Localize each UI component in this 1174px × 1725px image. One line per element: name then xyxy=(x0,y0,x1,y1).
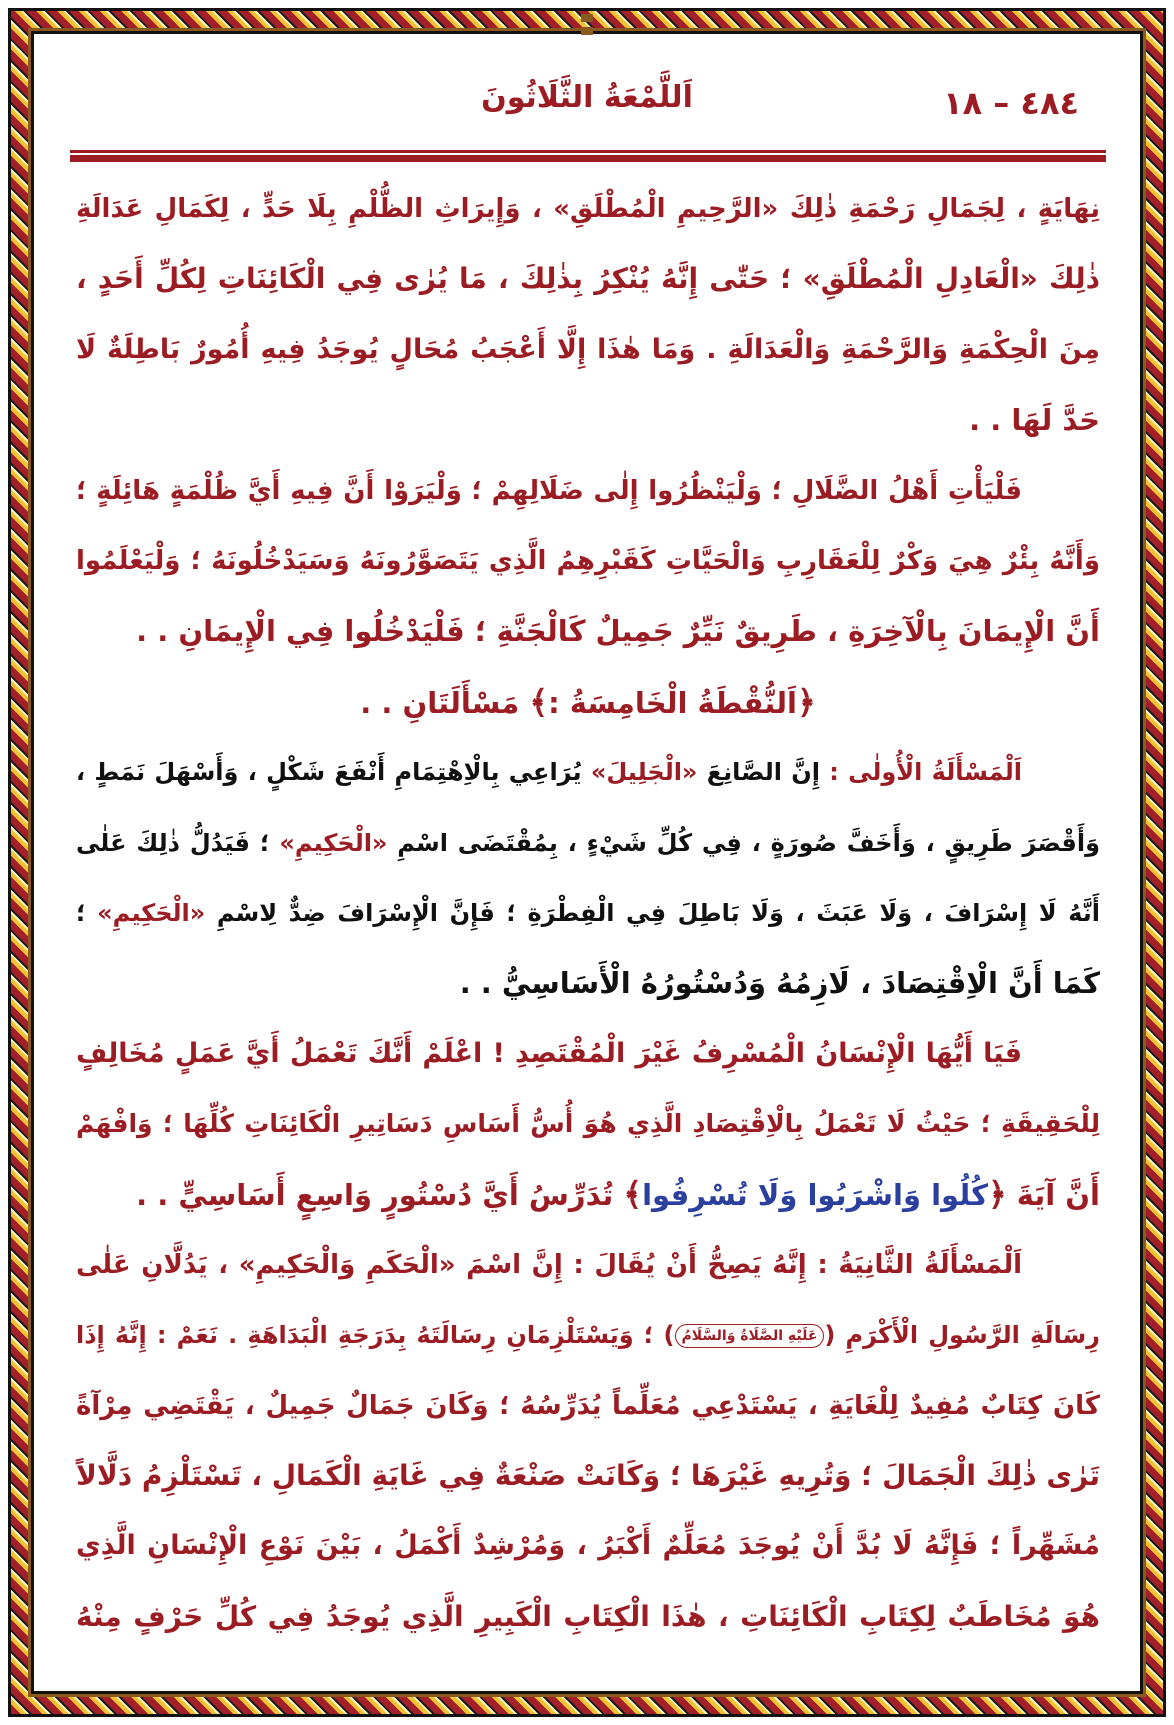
body-text xyxy=(76,174,1100,1652)
ornamental-bracket: ﴿ xyxy=(796,682,816,721)
text-line xyxy=(76,526,1100,596)
text-line xyxy=(76,385,1100,455)
text-line xyxy=(76,1019,1100,1089)
text-line xyxy=(76,1159,1100,1229)
text-segment: ؛ فَيَدُلُّ ذٰلِكَ عَلٰى xyxy=(76,828,280,857)
text-line xyxy=(76,1230,1100,1300)
text-segment: اَلْمَسْأَلَةُ الْأُولٰى : xyxy=(819,758,1022,787)
text-segment: مُشَهِّراً ؛ فَإِنَّهُ لَا بُدَّ أَنْ يُوجَدَ مُعَلِّمٌ أَكْبَرُ ، وَمُرْشِدٌ أَكْمَلُ ، بَيْنَ نَوْعِ الْإِنْسَانِ الَّذِي xyxy=(76,1530,1100,1562)
text-line xyxy=(76,1582,1100,1652)
text-segment: وَأَقْصَرَ طَرِيقٍ ، وَأَخَفَّ صُورَةٍ ، فِي كُلِّ شَيْءٍ ، بِمُقْتَضَى اسْمِ xyxy=(387,828,1100,857)
header-rule-thick xyxy=(70,155,1106,162)
text-line xyxy=(76,596,1100,666)
text-line xyxy=(76,1371,1100,1441)
border-ornament-knot xyxy=(581,14,593,22)
text-segment: ) ؛ وَيَسْتَلْزِمَانِ رِسَالَتَهُ بِدَرَجَةِ الْبَدَاهَةِ . نَعَمْ : إِنَّهُ إِذَا xyxy=(76,1321,675,1350)
text-line xyxy=(76,1511,1100,1581)
text-segment: ؛ xyxy=(76,898,98,927)
ornamental-bracket: ﴾ xyxy=(529,682,549,721)
text-segment: «الْحَكِيمِ» xyxy=(279,828,388,857)
border-ornament-knot xyxy=(581,27,593,35)
text-line xyxy=(76,456,1100,526)
text-segment: تَرٰى ذٰلِكَ الْجَمَالَ ؛ وَتُرِيهِ غَيْرَهَا ؛ وَكَانَتْ صَنْعَةٌ فِي غَايَةِ الْكَمَالِ ، تَسْتَلْزِمُ دَلَّالاً xyxy=(76,1459,1100,1493)
quran-verse: كُلُوا وَاشْرَبُوا وَلَا تُسْرِفُوا xyxy=(642,1178,988,1213)
ornamental-bracket: ﴾ xyxy=(623,1175,643,1214)
text-line xyxy=(76,174,1100,244)
text-segment: أَنَّ الْإِيمَانَ بِالْآخِرَةِ ، طَرِيقٌ نَيِّرٌ جَمِيلٌ كَالْجَنَّةِ ؛ فَلْيَدْخُلُوا فِي الْإِيمَانِ . . xyxy=(136,614,1100,649)
text-segment: وَأَنَّهُ بِئْرٌ هِيَ وَكْرٌ لِلْعَقَارِبِ وَالْحَيَّاتِ كَقَبْرِهِمُ الَّذِي يَتَصَوَّرُونَهُ وَسَيَدْخُلُونَهُ ؛ وَلْيَعْلَمُوا xyxy=(76,545,1100,576)
text-segment: رِسَالَةِ الرَّسُولِ الْأَكْرَمِ ( xyxy=(824,1321,1100,1350)
text-segment: اَلْمَسْأَلَةُ الثَّانِيَةُ : إِنَّهُ يَصِحُّ أَنْ يُقَالَ : إِنَّ اسْمَ «الْحَكَمِ وَالْحَكِيمِ» ، يَدُلَّانِ عَلٰى xyxy=(76,1249,1022,1280)
text-line xyxy=(76,1441,1100,1511)
text-segment: تُدَرِّسُ أَيَّ دُسْتُورٍ وَاسِعٍ أَسَاسِيٍّ . . xyxy=(136,1178,624,1213)
text-segment: أَنَّ آيَةَ xyxy=(1006,1178,1100,1213)
text-segment: فَلْيَأْتِ أَهْلُ الضَّلَالِ ؛ وَلْيَنْظُرُوا إِلٰى ضَلَالِهِمْ ؛ وَلْيَرَوْا أَنَّ فِيهِ أَيَّ ظُلْمَةٍ هَائِلَةٍ ؛ xyxy=(76,475,1022,506)
text-segment: مَسْأَلَتَانِ . . xyxy=(360,685,530,720)
text-line xyxy=(76,244,1100,314)
salawat-glyph: عَلَيْهِ الصَّلَاةُ وَالسَّلَامُ xyxy=(675,1324,825,1348)
text-line xyxy=(76,878,1100,948)
text-segment: نِهَايَةٍ ، لِجَمَالِ رَحْمَةِ ذٰلِكَ «الرَّحِيمِ الْمُطْلَقِ» ، وَإِيرَاثِ الظُّلْمِ بِلَا حَدٍّ ، لِكَمَالِ عَدَالَةِ xyxy=(76,194,1100,224)
text-line xyxy=(76,808,1100,878)
header-rule-thin xyxy=(70,150,1106,153)
text-line xyxy=(76,315,1100,385)
text-segment: هُوَ مُخَاطَبٌ لِكِتَابِ الْكَائِنَاتِ ، هٰذَا الْكِتَابِ الْكَبِيرِ الَّذِي يُوجَدُ فِي كُلِّ حَرْفٍ مِنْهُ xyxy=(76,1599,1100,1633)
text-line xyxy=(76,737,1100,807)
section-heading xyxy=(76,667,1100,737)
text-line xyxy=(76,1089,1100,1159)
text-segment: «الْحَكِيمِ» xyxy=(97,898,206,927)
text-line xyxy=(76,948,1100,1018)
text-segment: حَدَّ لَهَا . . xyxy=(969,403,1100,438)
text-segment: ذٰلِكَ «الْعَادِلِ الْمُطْلَقِ» ؛ حَتّٰى إِنَّهُ يُنْكِرُ بِذٰلِكَ ، مَا يُرٰى فِي الْكَائِنَاتِ لِكُلِّ أَحَدٍ ، xyxy=(76,262,1100,296)
text-segment: كَانَ كِتَابٌ مُفِيدٌ لِلْغَايَةِ ، يَسْتَدْعِي مُعَلِّماً يُدَرِّسُهُ ؛ وَكَانَ جَمَالٌ جَمِيلٌ ، يَقْتَضِي مِرْآةً xyxy=(76,1390,1100,1421)
text-segment: لِلْحَقِيقَةِ ؛ حَيْثُ لَا تَعْمَلُ بِالْاِقْتِصَادِ الَّذِي هُوَ أُسُّ أَسَاسِ دَسَاتِيرِ الْكَائِنَاتِ كُلِّهَا ؛ وَافْهَمْ xyxy=(76,1109,1100,1139)
text-segment: اَلنُّقْطَةُ الْخَامِسَةُ : xyxy=(548,685,797,720)
text-segment: مِنَ الْحِكْمَةِ وَالرَّحْمَةِ وَالْعَدَالَةِ . وَمَا هٰذَا إِلَّا أَعْجَبُ مُحَالٍ يُوجَدُ فِيهِ أُمُورٌ بَاطِلَةٌ لَا xyxy=(76,333,1100,365)
text-line xyxy=(76,1300,1100,1370)
text-segment: يُرَاعِي بِالْاِهْتِمَامِ أَنْفَعَ شَكْلٍ ، وَأَسْهَلَ نَمَطٍ ، xyxy=(76,758,591,787)
text-segment: فَيَا أَيُّهَا الْإِنْسَانُ الْمُسْرِفُ غَيْرَ الْمُقْتَصِدِ ! اعْلَمْ أَنَّكَ تَعْمَلُ أَيَّ عَمَلٍ مُخَالِفٍ xyxy=(76,1037,1022,1069)
page-title: اَللَّمْعَةُ الثَّلَاثُونَ xyxy=(481,80,693,115)
text-segment: أَنَّهُ لَا إِسْرَافَ ، وَلَا عَبَثَ ، وَلَا بَاطِلَ فِي الْفِطْرَةِ ؛ فَإِنَّ الْإِسْرَافَ ضِدٌّ لِاسْمِ xyxy=(205,898,1100,927)
text-segment: إِنَّ الصَّانِعَ xyxy=(697,758,820,787)
text-segment: كَمَا أَنَّ الْاِقْتِصَادَ ، لَازِمُهُ وَدُسْتُورُهُ الْأَسَاسِيُّ . . xyxy=(459,966,1100,1001)
ornamental-bracket: ﴿ xyxy=(987,1175,1007,1214)
page-number: ٤٨٤ – ١٨ xyxy=(943,84,1079,122)
text-segment: «الْجَلِيلَ» xyxy=(590,758,698,787)
